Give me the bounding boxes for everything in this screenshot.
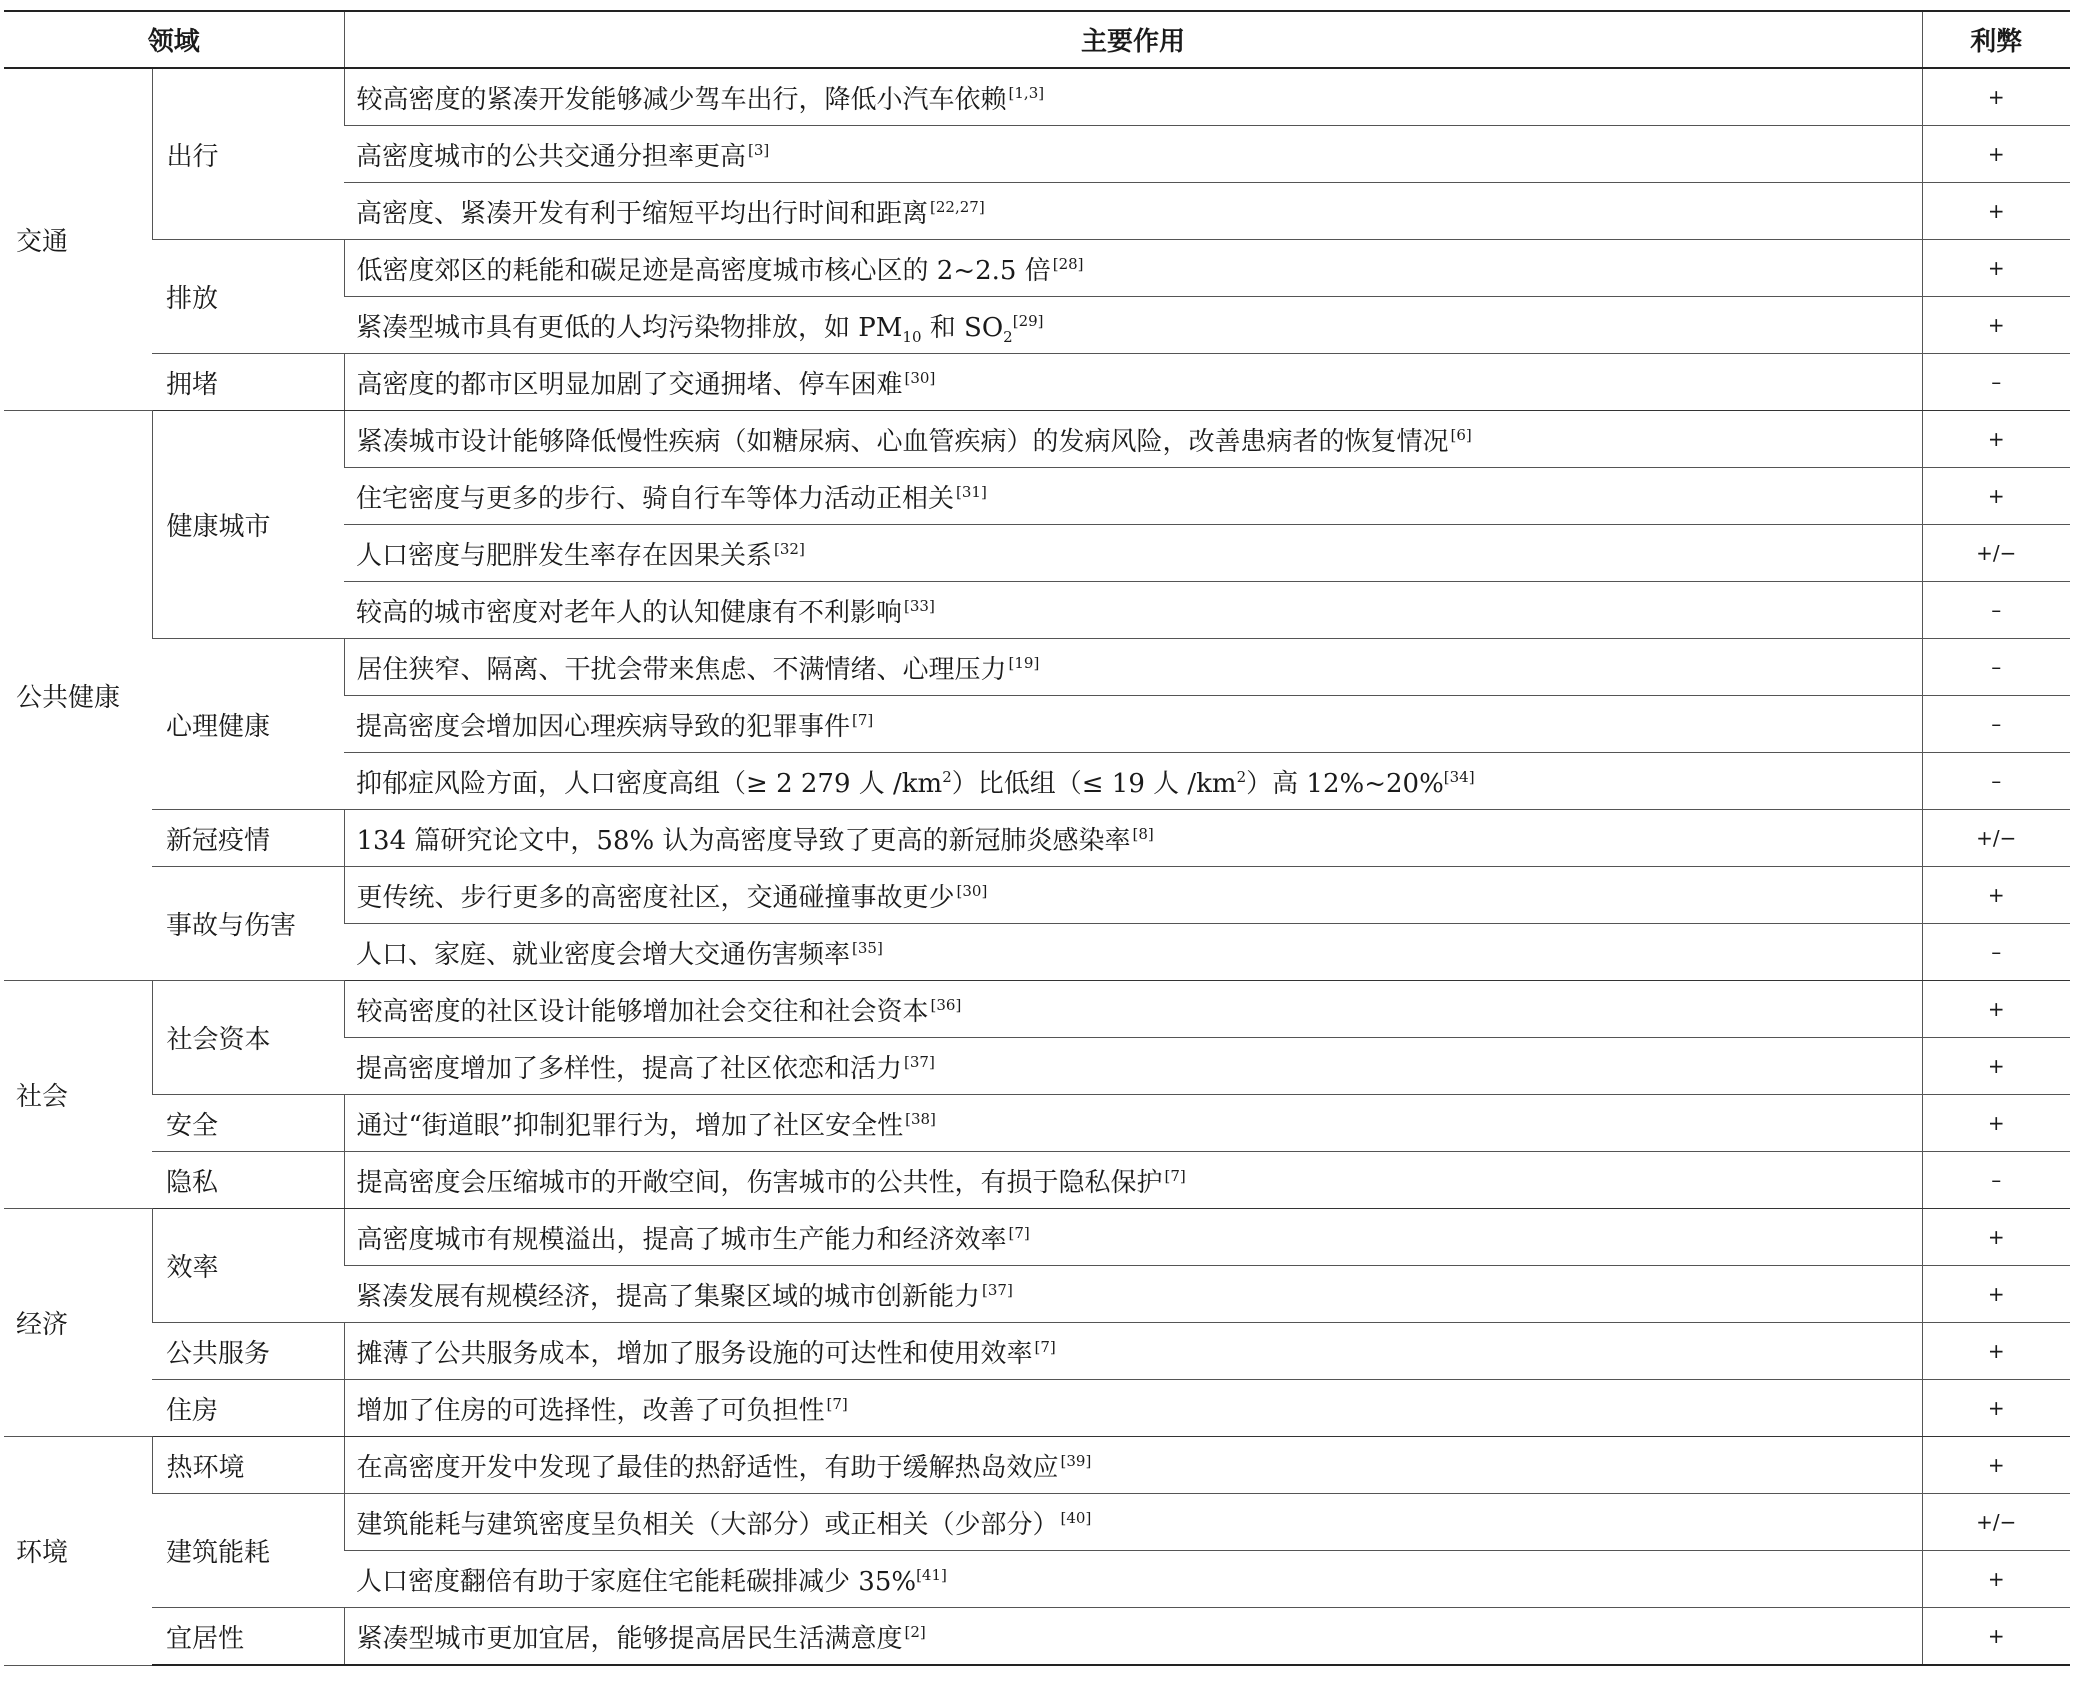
role-cell: 提高密度会压缩城市的开敞空间，伤害城市的公共性，有损于隐私保护 [7] xyxy=(344,1152,1922,1209)
role-cell: 提高密度增加了多样性，提高了社区依恋和活力 [37] xyxy=(344,1038,1922,1095)
table-row xyxy=(4,1437,2070,1494)
role-cell: 高密度、紧凑开发有利于缩短平均出行时间和距离 [22,27] xyxy=(344,183,1922,240)
header-effect: 利弊 xyxy=(1922,11,2070,68)
subdomain-cell: 心理健康 xyxy=(152,639,344,810)
effect-cell: + xyxy=(1922,240,2070,297)
header-role: 主要作用 xyxy=(344,11,1922,68)
effect-cell: + xyxy=(1922,1038,2070,1095)
role-cell: 在高密度开发中发现了最佳的热舒适性，有助于缓解热岛效应 [39] xyxy=(344,1437,1922,1494)
domain-cell: 公共健康 xyxy=(4,411,152,981)
subdomain-cell: 新冠疫情 xyxy=(152,810,344,867)
effect-cell: + xyxy=(1922,68,2070,126)
effect-cell: + xyxy=(1922,297,2070,354)
subdomain-cell: 建筑能耗 xyxy=(152,1494,344,1608)
subdomain-cell: 公共服务 xyxy=(152,1323,344,1380)
effect-cell: + xyxy=(1922,1437,2070,1494)
subdomain-cell: 排放 xyxy=(152,240,344,354)
table-row xyxy=(4,1095,2070,1152)
domain-cell: 经济 xyxy=(4,1209,152,1437)
role-cell: 摊薄了公共服务成本，增加了服务设施的可达性和使用效率 [7] xyxy=(344,1323,1922,1380)
subdomain-cell: 热环境 xyxy=(152,1437,344,1494)
table-row xyxy=(4,810,2070,867)
effect-cell: – xyxy=(1922,696,2070,753)
role-cell: 更传统、步行更多的高密度社区，交通碰撞事故更少 [30] xyxy=(344,867,1922,924)
table-row xyxy=(4,981,2070,1038)
role-cell: 紧凑发展有规模经济，提高了集聚区域的城市创新能力 [37] xyxy=(344,1266,1922,1323)
table-row xyxy=(4,240,2070,297)
domain-cell: 交通 xyxy=(4,68,152,411)
role-cell: 高密度城市的公共交通分担率更高 [3] xyxy=(344,126,1922,183)
role-cell: 紧凑型城市更加宜居，能够提高居民生活满意度 [2] xyxy=(344,1608,1922,1666)
subdomain-cell: 出行 xyxy=(152,68,344,240)
role-cell: 134 篇研究论文中，58% 认为高密度导致了更高的新冠肺炎感染率 [8] xyxy=(344,810,1922,867)
effect-cell: + xyxy=(1922,1380,2070,1437)
effect-cell: + xyxy=(1922,867,2070,924)
role-cell: 高密度城市有规模溢出，提高了城市生产能力和经济效率 [7] xyxy=(344,1209,1922,1266)
subdomain-cell: 住房 xyxy=(152,1380,344,1437)
table-row xyxy=(4,1209,2070,1266)
subdomain-cell: 社会资本 xyxy=(152,981,344,1095)
role-cell: 增加了住房的可选择性，改善了可负担性 [7] xyxy=(344,1380,1922,1437)
subdomain-cell: 效率 xyxy=(152,1209,344,1323)
effect-cell: + xyxy=(1922,1209,2070,1266)
role-cell: 人口密度翻倍有助于家庭住宅能耗碳排减少 35%[41] xyxy=(344,1551,1922,1608)
effect-cell: – xyxy=(1922,582,2070,639)
subdomain-cell: 事故与伤害 xyxy=(152,867,344,981)
domain-cell: 社会 xyxy=(4,981,152,1209)
role-cell: 抑郁症风险方面，人口密度高组（≥ 2 279 人 $/km^2$）比低组（≤ 19 人 $/km^2$）高 12%~20%[34] xyxy=(344,753,1922,810)
effect-cell: + xyxy=(1922,468,2070,525)
effect-cell: +/− xyxy=(1922,525,2070,582)
role-cell: 人口、家庭、就业密度会增大交通伤害频率 [35] xyxy=(344,924,1922,981)
table-row xyxy=(4,354,2070,411)
domain-cell: 环境 xyxy=(4,1437,152,1666)
effect-cell: – xyxy=(1922,924,2070,981)
subdomain-cell: 拥堵 xyxy=(152,354,344,411)
effect-cell: + xyxy=(1922,1266,2070,1323)
table-row xyxy=(4,867,2070,924)
role-cell: 居住狭窄、隔离、干扰会带来焦虑、不满情绪、心理压力 [19] xyxy=(344,639,1922,696)
table-row xyxy=(4,639,2070,696)
effect-cell: – xyxy=(1922,354,2070,411)
role-cell: 通过“街道眼”抑制犯罪行为，增加了社区安全性 [38] xyxy=(344,1095,1922,1152)
effect-cell: + xyxy=(1922,1323,2070,1380)
subdomain-cell: 安全 xyxy=(152,1095,344,1152)
effect-cell: +/− xyxy=(1922,810,2070,867)
effect-cell: + xyxy=(1922,183,2070,240)
table-row xyxy=(4,411,2070,468)
effect-cell: + xyxy=(1922,126,2070,183)
effect-cell: + xyxy=(1922,981,2070,1038)
role-cell: 住宅密度与更多的步行、骑自行车等体力活动正相关 [31] xyxy=(344,468,1922,525)
literature-summary-table xyxy=(4,10,2070,1666)
role-cell: 人口密度与肥胖发生率存在因果关系 [32] xyxy=(344,525,1922,582)
effect-cell: + xyxy=(1922,1095,2070,1152)
role-cell: 较高密度的紧凑开发能够减少驾车出行，降低小汽车依赖 [1,3] xyxy=(344,68,1922,126)
role-cell: 建筑能耗与建筑密度呈负相关（大部分）或正相关（少部分） [40] xyxy=(344,1494,1922,1551)
role-cell: 低密度郊区的耗能和碳足迹是高密度城市核心区的 2~2.5 倍 [28] xyxy=(344,240,1922,297)
role-cell: 高密度的都市区明显加剧了交通拥堵、停车困难 [30] xyxy=(344,354,1922,411)
effect-cell: + xyxy=(1922,411,2070,468)
table-row xyxy=(4,1323,2070,1380)
table-header-row xyxy=(4,11,2070,68)
effect-cell: + xyxy=(1922,1608,2070,1666)
subdomain-cell: 隐私 xyxy=(152,1152,344,1209)
role-cell: 提高密度会增加因心理疾病导致的犯罪事件 [7] xyxy=(344,696,1922,753)
effect-cell: + xyxy=(1922,1551,2070,1608)
role-cell: 较高的城市密度对老年人的认知健康有不利影响 [33] xyxy=(344,582,1922,639)
table-row xyxy=(4,1380,2070,1437)
table-row xyxy=(4,1152,2070,1209)
table-row xyxy=(4,1494,2070,1551)
subdomain-cell: 宜居性 xyxy=(152,1608,344,1666)
role-cell: 较高密度的社区设计能够增加社会交往和社会资本 [36] xyxy=(344,981,1922,1038)
effect-cell: – xyxy=(1922,1152,2070,1209)
effect-cell: – xyxy=(1922,639,2070,696)
header-domain: 领域 xyxy=(4,11,344,68)
role-cell: 紧凑型城市具有更低的人均污染物排放，如 $PM_{10}$ 和 $SO_2[29]$ xyxy=(344,297,1922,354)
effect-cell: – xyxy=(1922,753,2070,810)
role-cell: 紧凑城市设计能够降低慢性疾病（如糖尿病、心血管疾病）的发病风险，改善患病者的恢复情况 [6] xyxy=(344,411,1922,468)
effect-cell: +/− xyxy=(1922,1494,2070,1551)
subdomain-cell: 健康城市 xyxy=(152,411,344,639)
table-row xyxy=(4,1608,2070,1666)
table-row xyxy=(4,68,2070,126)
